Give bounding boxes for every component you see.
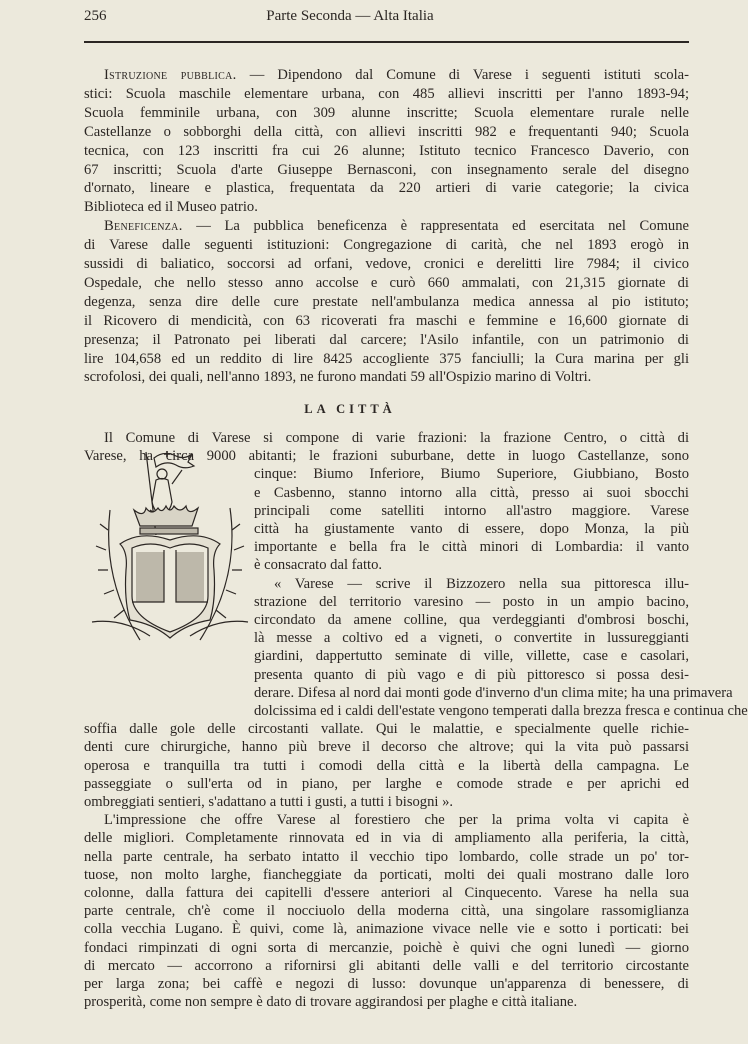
text-line — [84, 142, 689, 160]
text-line — [84, 179, 689, 197]
line-text: presenza; il Patronato pei liberati dal carcere; l'Asilo infantile, con un patrimonio di — [84, 331, 689, 348]
text-line — [84, 775, 689, 793]
text-line — [254, 666, 689, 684]
text-line — [84, 793, 689, 811]
line-text: parte centrale, ch'è come il nocciuolo della moderna città, una singolare rassomiglianza — [84, 903, 689, 920]
line-text: — Dipendono dal Comune di Varese i seguenti istituti scola- — [236, 67, 690, 83]
text-line — [84, 123, 689, 141]
text-line — [84, 939, 689, 957]
text-line — [254, 593, 689, 611]
line-text: dolcissima ed i caldi dell'estate vengono temperati dalla brezza fresca e continua che — [254, 703, 748, 719]
line-text: delle migliori. Completamente rinnovata ed in via di ampliamento alla periferia, la città, — [84, 830, 689, 847]
line-text: di mercato — accorrono a rifornirsi gli abitanti delle valli e del territorio circostante — [84, 957, 689, 974]
line-text: di Varese dalle seguenti istituzioni: Congregazione di carità, che nel 1893 erogò in — [84, 237, 689, 254]
text-line — [84, 198, 689, 216]
text-line — [84, 829, 689, 847]
line-text: presenta quanto di più vago e di più pittoresco si possa desi- — [254, 666, 689, 683]
header-rule — [84, 41, 689, 43]
text-line — [84, 368, 689, 386]
line-text: « Varese — scrive il Bizzozero nella sua pittoresca illu- — [274, 575, 689, 592]
text-line — [254, 629, 689, 647]
line-text: d'ornato, lineare e plastica, frequentata da 220 artieri di varie categorie; la civica — [84, 180, 689, 197]
line-text: strazione del territorio varesino — posto in un ampio bacino, — [254, 593, 689, 610]
line-text: L'impressione che offre Varese al forestiero che per la prima volta vi capita è — [104, 812, 689, 829]
text-line — [104, 217, 689, 235]
coat-of-arms-illustration — [90, 440, 250, 640]
line-text: prosperità, come non sempre è dato di trovare aggirandosi per plaghe e città italiane. — [84, 994, 578, 1011]
text-line — [254, 538, 689, 556]
line-text: denti cure chirurgiche, hanno più breve il decorso che altrove; qui la vita può passarsi — [84, 739, 689, 756]
line-text: passeggiate o sull'erta od in piano, per larghe e comode strade e per aprichi ed — [84, 775, 689, 792]
text-line — [84, 866, 689, 884]
line-text: degenza, senza dire delle cure prestate nell'ambulanza medica annessa al pio istituto; — [84, 293, 689, 310]
line-text: fondaci rimpinzati di ogni sorta di mercanzie, poichè è quivi che ogni lunedì — giorno — [84, 939, 689, 956]
text-line — [104, 811, 689, 829]
line-text: città ha giustamente vanto di essere, dopo Monza, la più — [254, 521, 689, 537]
text-line — [84, 957, 689, 975]
line-text: il Ricovero di mendicità, con 63 ricoverati fra maschi e femmine e 16,600 giornate di — [84, 312, 689, 329]
text-line — [84, 720, 689, 738]
text-line — [84, 255, 689, 273]
line-text: Varese, ha circa 9000 abitanti; le frazioni suburbane, dette in luogo Castellanze, sono — [84, 448, 689, 465]
text-line — [84, 312, 689, 330]
line-text: operosa e tranquilla tra tutti i comodi della città e la libertà della campagna. Le — [84, 757, 689, 774]
text-line — [84, 350, 689, 368]
text-line — [84, 848, 689, 866]
line-text: Castellanze o sobborghi della città, con allievi inscritti 982 e frequentanti 940; Scuola — [84, 123, 689, 140]
line-text: tecnica, con 123 inscritti fra cui 26 alunne; Istituto tecnico Francesco Daverio, con — [84, 142, 689, 159]
text-line — [254, 702, 748, 720]
running-title: Parte Seconda — Alta Italia — [266, 8, 434, 24]
text-line — [84, 757, 689, 775]
line-text: derare. Difesa al nord dai monti gode d'inverno d'un clima mite; ha una primavera — [254, 684, 733, 701]
line-text: colonne, dalla fattura dei capitelli d'essere anteriori al Cinquecento. Varese ha nella sua — [84, 885, 689, 901]
line-text: là messe a coltivo ed a vigneti, o convertite in lussureggianti — [254, 630, 689, 647]
text-line — [84, 993, 689, 1011]
line-text: nella parte centrale, ha serbato intatto il vecchio tipo lombardo, colle strade un po' tor- — [84, 848, 689, 865]
line-text: soffia dalle gole delle circostanti vallate. Qui le malattie, e specialmente quelle richie- — [84, 721, 689, 738]
text-line — [254, 611, 689, 629]
line-text: per larga zona; bei caffè e negozi di lusso: dovunque un'apparenza di benessere, di — [84, 976, 689, 992]
text-line — [254, 684, 733, 702]
text-line — [254, 647, 689, 665]
line-text: tuose, non molto larghe, fiancheggiate da porticati, molti dei quali mostrano dalle loro — [84, 866, 689, 883]
line-text: — La pubblica beneficenza è rappresentata ed esercitata nel Comune — [182, 218, 689, 235]
text-line — [84, 975, 689, 993]
text-line — [84, 85, 689, 103]
line-text: scrofolosi, dei quali, nell'anno 1893, ne furono mandati 59 all'Ospizio marino di Voltri. — [84, 369, 592, 386]
line-text: ombreggiati sentieri, s'adattano a tutti i gusti, a tutti i bisogni ». — [84, 794, 454, 810]
line-text: cinque: Biumo Inferiore, Biumo Superiore, Giubbiano, Bosto — [254, 466, 689, 483]
line-text: Il Comune di Varese si compone di varie frazioni: la frazione Centro, o città di — [104, 430, 689, 446]
text-line — [84, 738, 689, 756]
line-text: Ospedale, che nello stesso anno accolse e curò 660 ammalati, con 21,315 giornate di — [84, 274, 689, 291]
line-text: giardini, dappertutto seminate di ville, villette, case e casolari, — [254, 648, 689, 665]
text-line — [104, 66, 689, 84]
run-in-heading: Beneficenza. — [104, 218, 183, 235]
text-line — [84, 331, 689, 349]
line-text: importante e bella fra le città minori di Lombardia: il vanto — [254, 539, 689, 556]
text-line — [254, 465, 689, 483]
text-line — [84, 161, 689, 179]
page-number: 256 — [84, 8, 107, 24]
run-in-heading: Istruzione pubblica. — [104, 67, 237, 83]
section-heading: LA CITTÀ — [304, 402, 396, 416]
text-line — [254, 556, 689, 574]
line-text: principali come satelliti intorno all'astro maggiore. Varese — [254, 502, 689, 519]
line-text: e Casbenno, stanno intorno alla città, presso ai suoi sbocchi — [254, 484, 689, 501]
text-line — [254, 520, 689, 538]
text-line — [274, 575, 689, 593]
line-text: Scuola femminile urbana, con 309 alunne inscritte; Scuola elementare rurale nelle — [84, 104, 689, 121]
text-line — [254, 484, 689, 502]
line-text: circondato da amene colline, qua verdeggianti d'ombrosi boschi, — [254, 612, 689, 628]
text-line — [84, 236, 689, 254]
text-line — [84, 293, 689, 311]
line-text: lire 104,658 ed un reddito di lire 8425 accogliente 375 fanciulli; la Cura marina per gli — [84, 350, 689, 367]
line-text: è consacrato dal fatto. — [254, 557, 383, 574]
text-line — [84, 902, 689, 920]
line-text: Biblioteca ed il Museo patrio. — [84, 199, 258, 216]
line-text: sussidi di baliatico, soccorsi ad orfani, vedove, cronici e derelitti lire 7984; il civico — [84, 256, 689, 272]
line-text: 67 inscritti; Scuola d'arte Giuseppe Bernasconi, con insegnamento serale del disegno — [84, 161, 689, 178]
line-text: colla vecchia Lugano. È quivi, come là, animazione vivace nelle vie e sotto i porticati: bei — [84, 921, 689, 938]
text-line — [84, 104, 689, 122]
line-text: stici: Scuola maschile elementare urbana, con 485 allievi inscritti per l'anno 1893-94; — [84, 85, 689, 102]
text-line — [84, 274, 689, 292]
text-line — [254, 502, 689, 520]
text-line — [84, 920, 689, 938]
text-line — [84, 884, 689, 902]
